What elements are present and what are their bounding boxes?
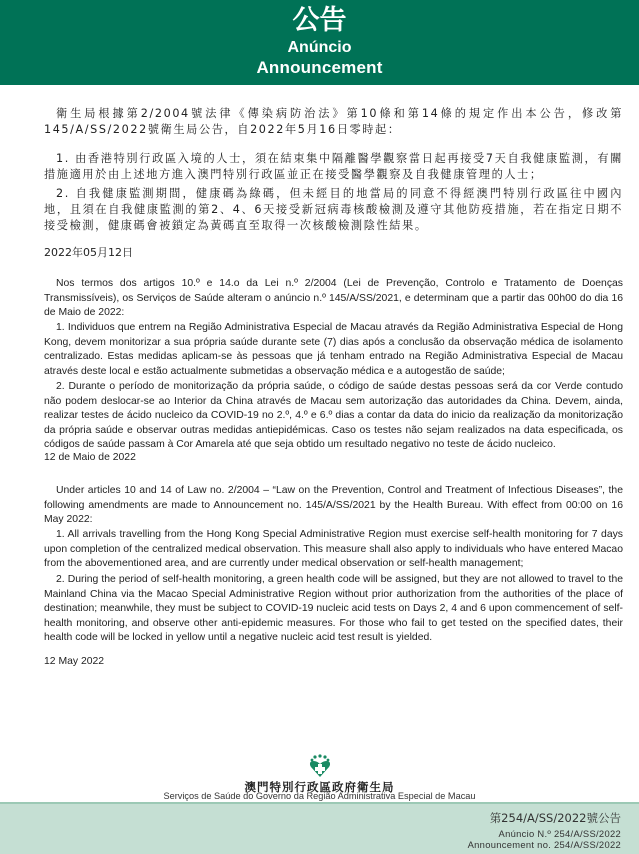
en-item-1: 1. All arrivals travelling from the Hong Kong Special Administrative Region must exercise self-health monitoring for 7 days upon completion of the centralized medical observation. This measure shall also apply to individuals who have entered Macao from the abovementioned area, and are currently under medical observation or self-health management; bbox=[44, 529, 623, 569]
pt-item-1: 1. Individuos que entrem na Região Administrativa Especial de Macau através da Região Administrativa Especial de Hong Kong, devem monitorizar a sua própria saúde durante sete (7) dias após a conclusão da observação médica de isolamento centralizado. Estas medidas aplicam-se às pessoas que já tenham entrado na Região Administrativa Especial de Macau através deste local e estão actualmente submetidas a observação médica e a autogestão de saúde; bbox=[44, 322, 623, 377]
health-bureau-logo-icon bbox=[309, 754, 331, 778]
title-zh: 公告 bbox=[292, 5, 347, 36]
en-date: 12 May 2022 bbox=[44, 656, 105, 667]
pt-date: 12 de Maio de 2022 bbox=[44, 452, 136, 463]
agency-name-zh: 澳門特別行政區政府衛生局 bbox=[244, 780, 395, 794]
announcement-header bbox=[0, 0, 639, 85]
reference-band bbox=[0, 802, 639, 854]
zh-intro: 衛生局根據第2/2004號法律《傳染病防治法》第10條和第14條的規定作出本公告，修改第145/A/SS/2022號衛生局公告，自2022年5月16日零時起： bbox=[44, 107, 623, 136]
pt-item-2: 2. Durante o período de monitorização da própria saúde, o código de saúde destas pessoas será da cor Verde contudo não podem deslocar-se ao Interior da China através de Macau sem autorização das autoridades da China. Devem, ainda, realizar testes de ácido nucleico da COVID-19 no 2.º, 4.º e 6.º dias a contar da data do inicio da realização da monitorização da própria saúde e observar outras medidas antiepidémicas. Caso os testes não sejam realizados na data especificada, os códigos de saúde passam à Cor Amarela até que seja obtido um resultado negativo no teste de ácido nucleico. bbox=[44, 381, 623, 450]
reference-number-zh: 第254/A/SS/2022號公告 bbox=[489, 811, 621, 825]
zh-item-1: 1. 由香港特別行政區入境的人士，須在結束集中隔離醫學觀察當日起再接受7天自我健康監測，有關措施適用於由上述地方進入澳門特別行政區並正在接受醫學觀察及自我健康管理的人士； bbox=[44, 152, 623, 181]
reference-number-pt: Anúncio N.º 254/A/SS/2022 bbox=[498, 828, 621, 839]
zh-date: 2022年05月12日 bbox=[44, 246, 133, 259]
en-intro: Under articles 10 and 14 of Law no. 2/2004 – “Law on the Prevention, Control and Treatment of Infectious Diseases”, the following amendments are made to Announcement no. 145/A/SS/2021 by the Health Bureau. With effect from 00:00 on 16 May 2022: bbox=[44, 485, 623, 525]
reference-number-en: Announcement no. 254/A/SS/2022 bbox=[467, 839, 621, 850]
agency-name-pt: Serviços de Saúde do Governo da Região Administrativa Especial de Macau bbox=[163, 791, 476, 801]
title-pt: Anúncio bbox=[287, 39, 352, 56]
zh-item-2: 2. 自我健康監測期間，健康碼為綠碼，但未經目的地當局的同意不得經澳門特別行政區往中國內地，且須在自我健康監測的第2、4、6天接受新冠病毒核酸檢測及遵守其他防疫措施，若在指定日期不接受檢測，健康碼會被鎖定為黃碼直至取得一次核酸檢測陰性結果。 bbox=[44, 187, 623, 232]
pt-intro: Nos termos dos artigos 10.º e 14.o da Lei n.º 2/2004 (Lei de Prevenção, Controlo e Tratamento de Doenças Transmissíveis), os Serviços de Saúde alteram o anúncio n.º 145/A/SS/2021, e determinam que a partir das 00h00 do dia 16 de Maio de 2022: bbox=[44, 278, 623, 318]
title-en: Announcement bbox=[256, 58, 383, 77]
en-item-2: 2. During the period of self-health monitoring, a green health code will be assigned, but they are not allowed to travel to the Mainland China via the Macao Special Administrative Region without prior authorization from the authorities of the place of destination; meanwhile, they must be subject to COVID-19 nucleic acid tests on Days 2, 4 and 6 upon commencement of self-health monitoring, and observe other anti-epidemic measures. For those who fail to get tested on the specified dates, their health code will be locked in yellow until a negative nucleic acid test result is yielded. bbox=[44, 574, 623, 643]
